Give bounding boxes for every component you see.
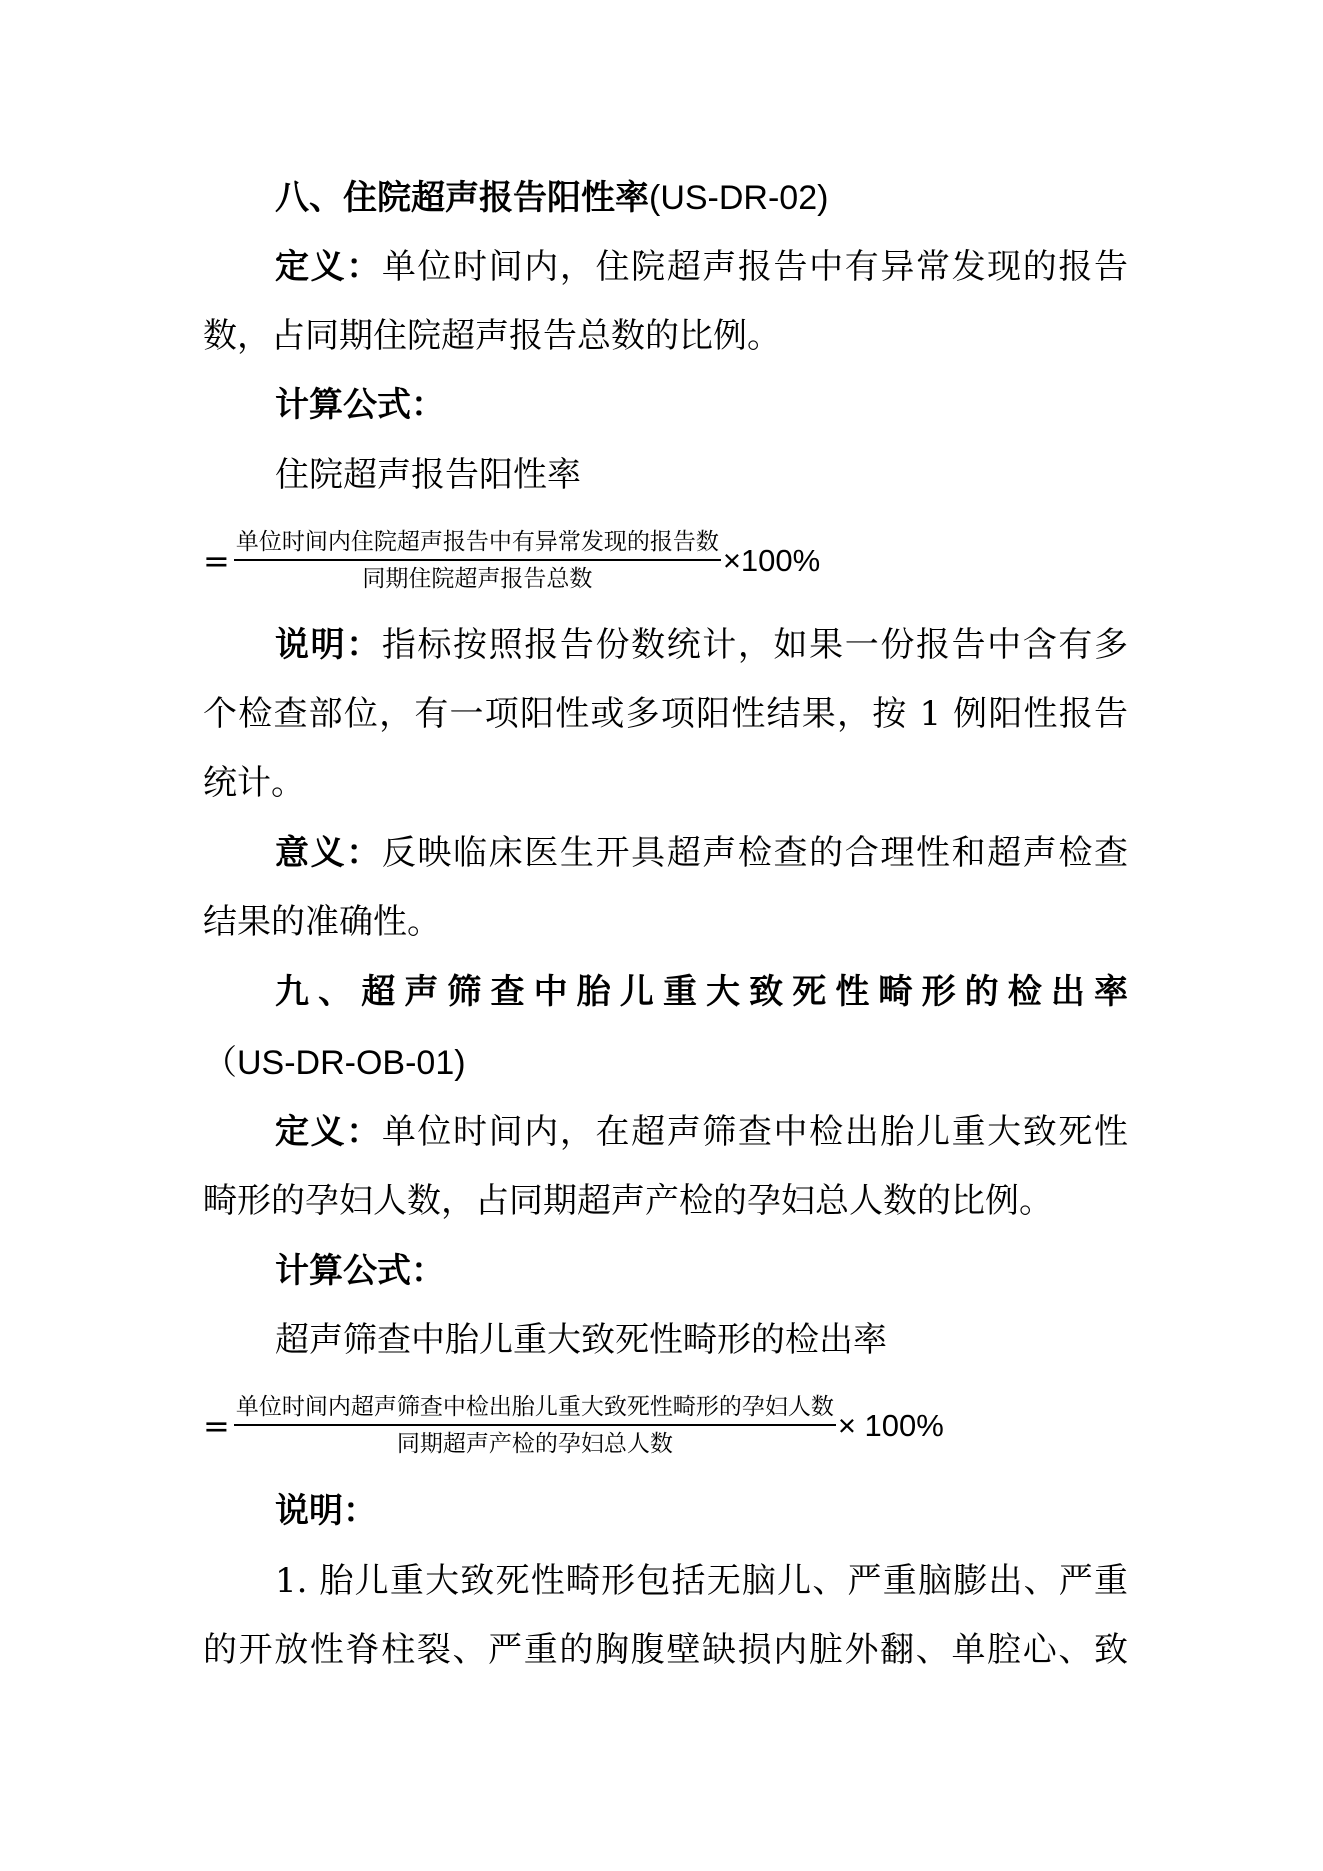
section9-denominator: 同期超声产检的孕妇总人数: [396, 1431, 673, 1457]
section8-formula-name: 住院超声报告阳性率: [275, 455, 581, 495]
section9-formula: [203, 1392, 944, 1459]
section8-note-label: 说明：: [275, 625, 382, 665]
section8-note-text1: 指标按照报告份数统计，如果一份报告中含有多: [381, 625, 1129, 665]
equals-sign: =: [203, 1406, 230, 1445]
section9-definition-line2: 畸形的孕妇人数，占同期超声产检的孕妇总人数的比例。: [203, 1181, 1053, 1221]
section9-definition-text1: 单位时间内，在超声筛查中检出胎儿重大致死性: [381, 1112, 1129, 1152]
fraction-bar: [234, 1424, 836, 1426]
section8-denominator: 同期住院超声报告总数: [362, 566, 593, 592]
section9-fraction: [234, 1392, 836, 1459]
equals-sign: =: [203, 541, 230, 580]
section9-formula-name: 超声筛查中胎儿重大致死性畸形的检出率: [275, 1320, 887, 1360]
section9-numerator: 单位时间内超声筛查中检出胎儿重大致死性畸形的孕妇人数: [235, 1394, 834, 1420]
section8-definition-line1: [275, 247, 1128, 287]
section8-formula: [203, 527, 820, 594]
section8-multiplier: ×100%: [722, 542, 821, 578]
section8-meaning-line1: [275, 833, 1128, 873]
section8-fraction: [234, 527, 721, 594]
section8-heading: [275, 178, 1128, 218]
section8-meaning-text1: 反映临床医生开具超声检查的合理性和超声检查: [381, 833, 1129, 873]
section9-item1-line2: 的开放性脊柱裂、严重的胸腹壁缺损内脏外翻、单腔心、致: [203, 1630, 1128, 1670]
section8-numerator: 单位时间内住院超声报告中有异常发现的报告数: [235, 529, 719, 555]
section8-formula-label: 计算公式：: [275, 385, 445, 425]
section8-code: (US-DR-02): [649, 179, 829, 217]
section8-meaning-label: 意义：: [275, 833, 382, 873]
section8-note-line3: 统计。: [203, 763, 305, 803]
section8-note-line1: [275, 625, 1128, 665]
section9-definition-label: 定义：: [275, 1112, 382, 1152]
section9-title: 九、超声筛查中胎儿重大致死性畸形的检出率: [275, 972, 1128, 1012]
section9-formula-label: 计算公式：: [275, 1251, 445, 1291]
section9-code: （US-DR-OB-01): [203, 1044, 466, 1082]
section8-definition-text1: 单位时间内，住院超声报告中有异常发现的报告: [381, 247, 1129, 287]
section9-item1-line1: 1. 胎儿重大致死性畸形包括无脑儿、严重脑膨出、严重: [275, 1561, 1128, 1601]
section8-definition-label: 定义：: [275, 247, 382, 287]
section8-definition-line2: 数，占同期住院超声报告总数的比例。: [203, 316, 781, 356]
section8-title: 八、住院超声报告阳性率: [275, 178, 649, 218]
section8-meaning-line2: 结果的准确性。: [203, 902, 441, 942]
section9-note-label: 说明：: [275, 1491, 377, 1531]
fraction-bar: [234, 559, 721, 561]
section9-definition-line1: [275, 1112, 1128, 1152]
section8-note-line2: 个检查部位，有一项阳性或多项阳性结果，按 1 例阳性报告: [203, 694, 1128, 734]
section9-multiplier: × 100%: [837, 1407, 944, 1443]
